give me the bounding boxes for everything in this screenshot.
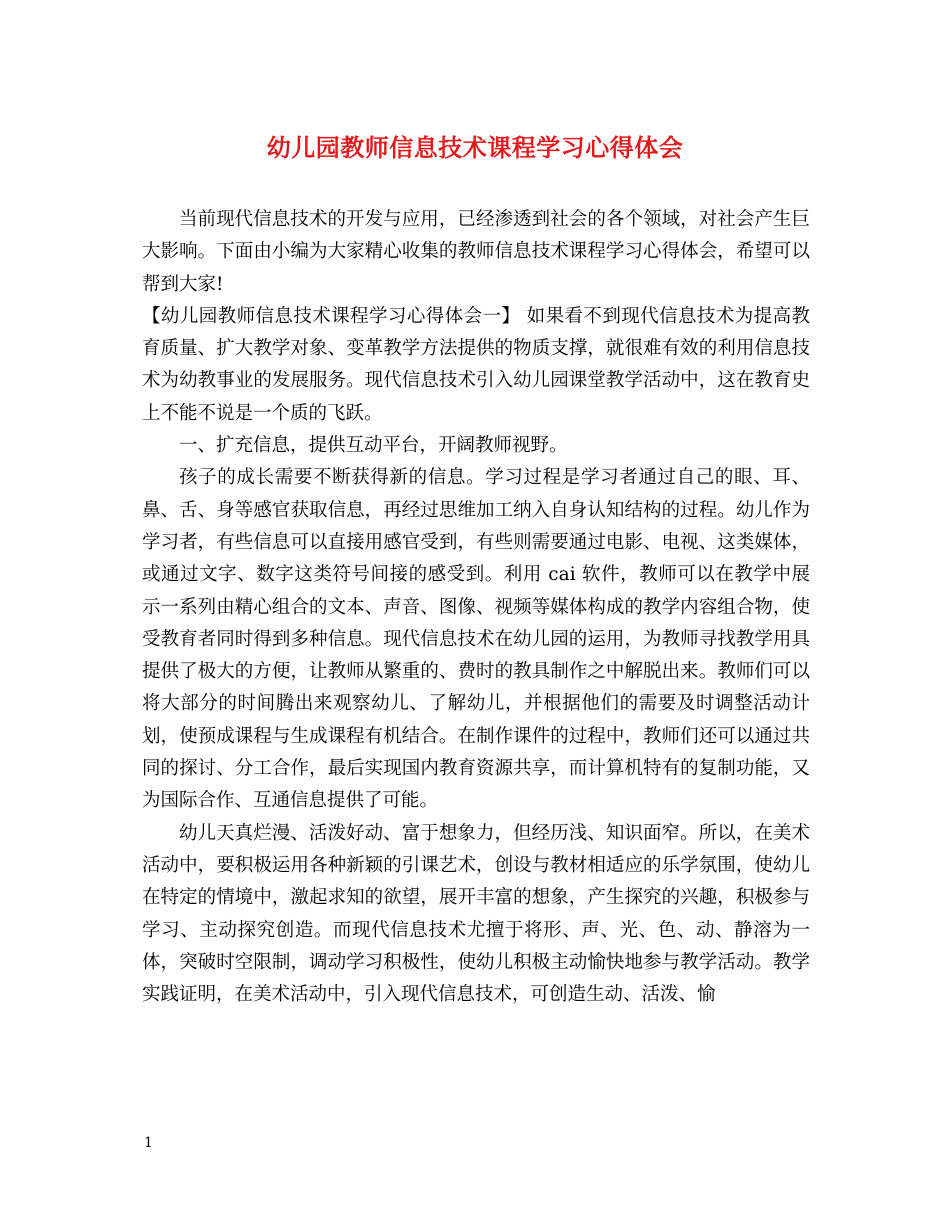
section-first-paragraph: 如果看不到现代信息技术为提高教育质量、扩大教学对象、变革教学方法提供的物质支撑，就很难有效的利用信息技术为幼教事业的发展服务。现代信息技术引入幼儿园课堂教学活动中，这在教育史上不能不说是一个质的飞跃。 bbox=[142, 305, 810, 424]
document-title: 幼儿园教师信息技术课程学习心得体会 bbox=[266, 133, 684, 162]
body-paragraph-2: 幼儿天真烂漫、活泼好动、富于想象力，但经历浅、知识面窄。所以，在美术活动中，要积极运用各种新颖的引课艺术，创设与教材相适应的乐学氛围，使幼儿在特定的情境中，激起求知的欲望，展开丰富的想象，产生探究的兴趣，积极参与学习、主动探究创造。而现代信息技术尤擅于将形、声、光、色、动、静溶为一体，突破时空限制，调动学习积极性，使幼儿积极主动愉快地参与教学活动。教学实践证明，在美术活动中，引入现代信息技术，可创造生动、活泼、愉 bbox=[142, 822, 810, 1006]
section-paragraph bbox=[142, 301, 810, 430]
page-number: 1 bbox=[144, 1135, 153, 1151]
document-body bbox=[142, 204, 810, 1011]
section-heading: 【幼儿园教师信息技术课程学习心得体会一】 bbox=[142, 305, 521, 327]
body-paragraph-1: 孩子的成长需要不断获得新的信息。学习过程是学习者通过自己的眼、耳、鼻、舌、身等感官获取信息，再经过思维加工纳入自身认知结构的过程。幼儿作为学习者，有些信息可以直接用感官受到，有些则需要通过电影、电视、这类媒体，或通过文字、数字这类符号间接的感受到。利用 cai 软件，教师可以在教学中展示一系列由精心组合的文本、声音、图像、视频等媒体构成的教学内容组合物，使受教育者同时得到多种信息。现代信息技术在幼儿园的运用，为教师寻找教学用具提供了极大的方便，让教师从繁重的、费时的教具制作之中解脱出来。教师们可以将大部分的时间腾出来观察幼儿、了解幼儿，并根据他们的需要及时调整活动计划，使预成课程与生成课程有机结合。在制作课件的过程中，教师们还可以通过共同的探讨、分工合作，最后实现国内教育资源共享，而计算机特有的复制功能，又为国际合作、互通信息提供了可能。 bbox=[142, 467, 810, 812]
subheading-expand-information: 一、扩充信息，提供互动平台，开阔教师视野。 bbox=[179, 435, 568, 457]
intro-paragraph: 当前现代信息技术的开发与应用，已经渗透到社会的各个领域，对社会产生巨大影响。下面由小编为大家精心收集的教师信息技术课程学习心得体会，希望可以帮到大家! bbox=[142, 209, 810, 295]
